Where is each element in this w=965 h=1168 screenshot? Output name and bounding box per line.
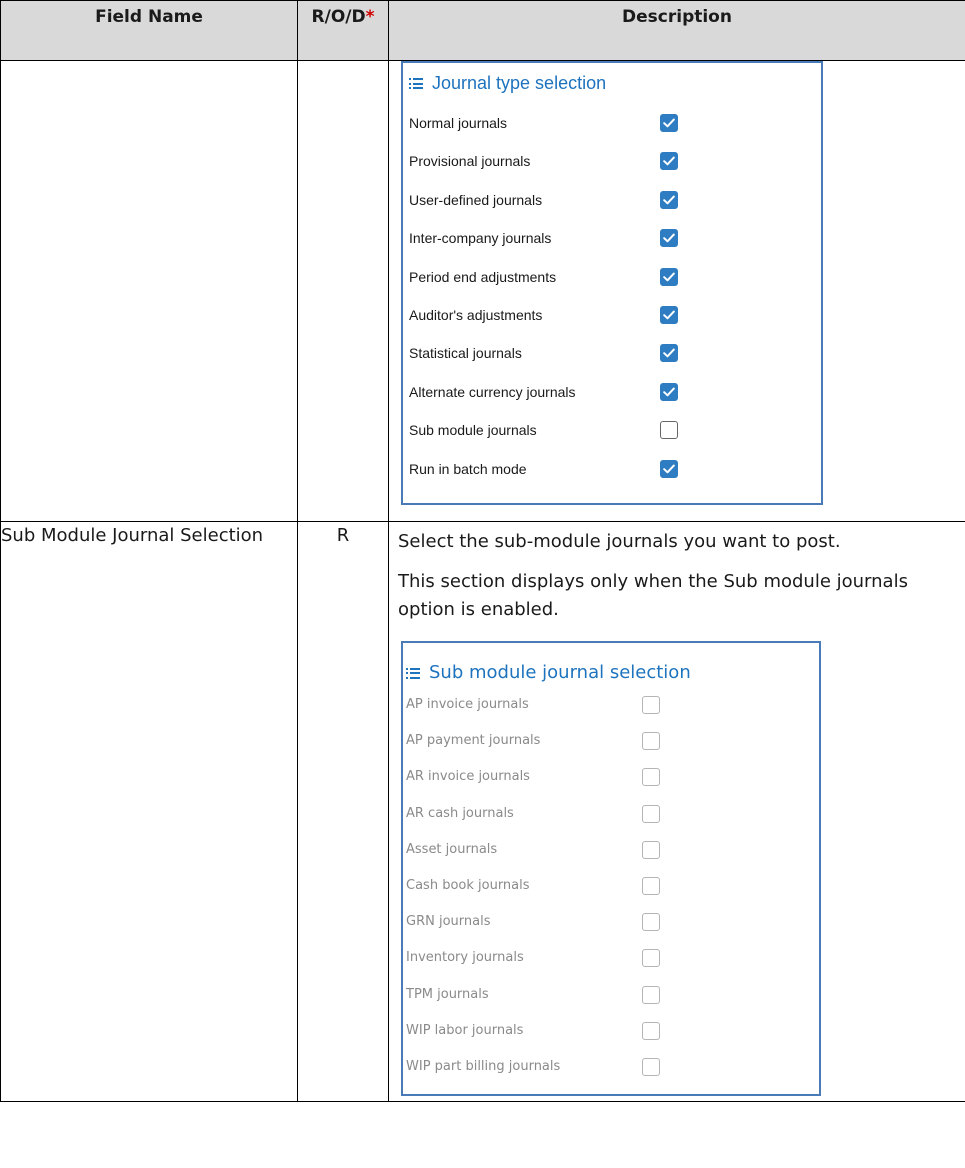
option-statistical-journals[interactable] [409,343,688,363]
description-line-2: This section displays only when the Sub module journals option is enabled. [398,571,908,620]
checkbox-unchecked[interactable] [642,877,660,895]
option-label: Normal journals [409,115,508,131]
field-name-cell: Sub Module Journal Selection [1,522,298,1102]
checkmark-icon [663,464,675,474]
option-label: Cash book journals [406,878,530,893]
checkmark-icon [663,118,675,128]
checkbox-checked[interactable] [660,268,678,286]
option-normal-journals[interactable] [409,113,688,133]
option-ap-invoice-journals[interactable] [406,695,667,715]
list-icon [406,668,420,679]
checkbox-unchecked[interactable] [642,841,660,859]
checkmark-icon [663,387,675,397]
rod-cell [298,61,389,522]
checkmark-icon [663,156,675,166]
option-alternate-currency-journals[interactable] [409,382,688,402]
journal-type-selection-panel [401,61,823,505]
checkbox-checked[interactable] [660,306,678,324]
option-label: Alternate currency journals [409,383,576,400]
option-inventory-journals[interactable] [406,948,667,968]
option-period-end-adjustments[interactable] [409,267,688,287]
field-name-cell [1,61,298,522]
checkmark-icon [663,233,675,243]
checkbox-checked[interactable] [660,229,678,247]
option-label: TPM journals [406,986,489,1002]
checkbox-checked[interactable] [660,114,678,132]
option-cash-book-journals[interactable] [406,876,667,896]
option-label: AP invoice journals [406,697,529,712]
option-label: Inter-company journals [409,230,552,247]
header-description: Description [389,1,965,61]
checkbox-unchecked[interactable] [660,421,678,439]
panel-title-text: Sub module journal selection [429,662,691,683]
option-sub-module-journals[interactable] [409,420,688,440]
checkbox-checked[interactable] [660,383,678,401]
list-icon [409,78,423,89]
checkmark-icon [663,348,675,358]
table-header-row [1,1,965,61]
header-rod-label: R/O/D [311,7,366,27]
checkbox-unchecked[interactable] [642,1058,660,1076]
panel-title [406,659,691,687]
checkmark-icon [663,310,675,320]
checkbox-checked[interactable] [660,344,678,362]
option-tpm-journals[interactable] [406,985,667,1005]
option-label: Run in batch mode [409,460,527,477]
option-label: AR invoice journals [406,769,530,785]
checkbox-unchecked[interactable] [642,986,660,1004]
checkbox-unchecked[interactable] [642,949,660,967]
checkbox-unchecked[interactable] [642,913,660,931]
option-label: Inventory journals [406,950,524,966]
option-wip-part-billing-journals[interactable] [406,1057,667,1077]
checkbox-unchecked[interactable] [642,696,660,714]
option-grn-journals[interactable] [406,912,667,932]
option-asset-journals[interactable] [406,840,667,860]
option-label: Provisional journals [409,153,531,170]
description-line-1: Select the sub-module journals you want to post. [398,531,841,552]
table-row [1,61,965,522]
option-label: GRN journals [406,914,491,930]
checkbox-checked[interactable] [660,191,678,209]
sub-module-journal-selection-panel [401,641,821,1096]
header-rod [298,1,389,61]
option-ar-invoice-journals[interactable] [406,767,667,787]
option-auditor-s-adjustments[interactable] [409,305,688,325]
option-user-defined-journals[interactable] [409,190,688,210]
option-label: Sub module journals [409,422,537,439]
panel-title [409,73,606,94]
description-cell [389,61,965,522]
option-wip-labor-journals[interactable] [406,1021,667,1041]
table-row [1,522,965,1102]
description-cell [389,522,965,1102]
header-field-name: Field Name [1,1,298,61]
checkbox-unchecked[interactable] [642,732,660,750]
option-label: WIP labor journals [406,1022,524,1038]
option-run-in-batch-mode[interactable] [409,459,688,479]
option-label: AR cash journals [406,805,514,821]
required-star: * [365,7,375,27]
option-ap-payment-journals[interactable] [406,731,667,751]
option-ar-cash-journals[interactable] [406,804,667,824]
option-provisional-journals[interactable] [409,151,688,171]
option-inter-company-journals[interactable] [409,228,688,248]
option-label: AP payment journals [406,733,541,749]
option-label: Period end adjustments [409,268,557,285]
rod-cell: R [298,522,389,1102]
checkbox-unchecked[interactable] [642,1022,660,1040]
option-label: Statistical journals [409,345,522,362]
checkmark-icon [663,195,675,205]
checkbox-checked[interactable] [660,152,678,170]
panel-title-text: Journal type selection [432,73,607,93]
option-label: Auditor's adjustments [409,307,543,323]
checkbox-unchecked[interactable] [642,768,660,786]
option-label: Asset journals [406,841,498,857]
option-label: User-defined journals [409,191,543,208]
option-label: WIP part billing journals [406,1059,561,1074]
checkbox-checked[interactable] [660,460,678,478]
checkbox-unchecked[interactable] [642,805,660,823]
checkmark-icon [663,272,675,282]
